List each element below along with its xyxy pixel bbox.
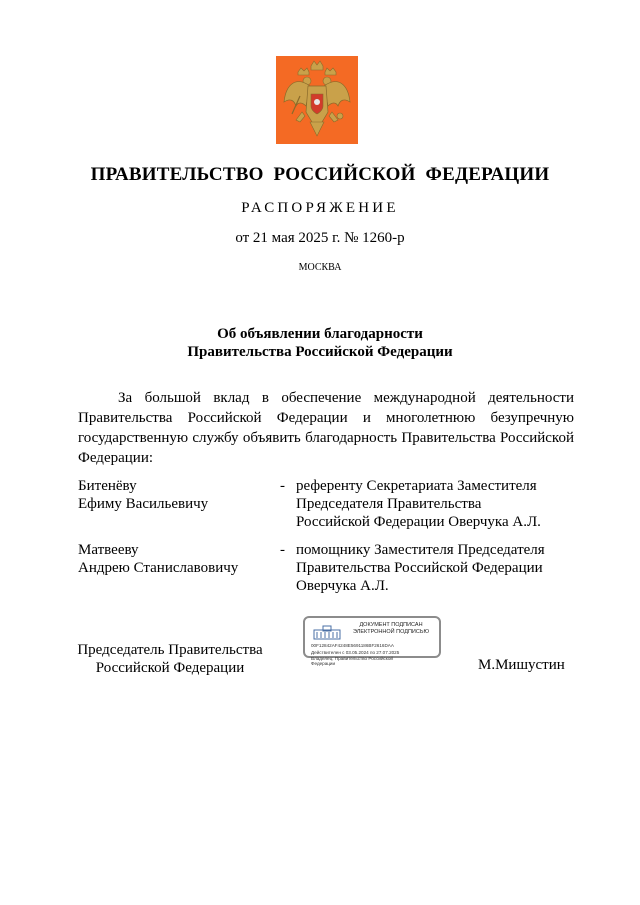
recipient-surname: Матвееву	[78, 542, 139, 558]
position-line: Оверчука А.Л.	[296, 578, 389, 594]
stamp-owner-line-2: Федерации	[311, 661, 336, 666]
document-city: МОСКВА	[298, 262, 342, 273]
digital-signature-stamp	[303, 616, 441, 666]
signer-title-line-2: Российской Федерации	[95, 660, 245, 676]
subject-line-1: Об объявлении благодарности	[217, 326, 423, 342]
recipient-name	[78, 477, 278, 513]
recipient-position	[296, 477, 586, 531]
government-title: ПРАВИТЕЛЬСТВО РОССИЙСКОЙ ФЕДЕРАЦИИ	[90, 164, 550, 185]
body-paragraph: За большой вклад в обеспечение международной деятельности Правительства Российской Федерации и многолетнюю безупречную государственную службу объявить благодарность Правительства Российской Федерации:	[78, 390, 574, 466]
position-line: референту Секретариата Заместителя	[296, 478, 537, 494]
coat-of-arms-drawing	[276, 56, 358, 144]
position-line: Российской Федерации Оверчука А.Л.	[296, 514, 541, 530]
document-type: РАСПОРЯЖЕНИЕ	[241, 200, 399, 216]
stamp-heading-line-1: ДОКУМЕНТ ПОДПИСАН	[359, 622, 423, 628]
recipient-surname: Битенёву	[78, 478, 137, 494]
recipient-dash: -	[280, 478, 285, 494]
recipient-name	[78, 541, 278, 577]
position-line: Председателя Правительства	[296, 496, 482, 512]
stamp-owner	[311, 656, 431, 666]
document-date-number: от 21 мая 2025 г. № 1260-р	[235, 230, 405, 246]
stamp-certificate: 00F12842AF4248E5691186BF2616DAA	[311, 643, 394, 648]
subject-line-2: Правительства Российской Федерации	[187, 344, 453, 360]
stamp-heading-line-2: ЭЛЕКТРОННОЙ ПОДПИСЬЮ	[352, 629, 430, 635]
position-line: Правительства Российской Федерации	[296, 560, 543, 576]
stamp-validity: Действителен с 03.05.2024 по 27.07.2025	[311, 650, 400, 655]
position-line: помощнику Заместителя Председателя	[296, 542, 545, 558]
signer-title-line-1: Председатель Правительства	[77, 642, 263, 658]
stamp-owner-line-1: Владелец: Правительство Российской	[311, 656, 393, 661]
recipient-given-name: Ефиму Васильевичу	[78, 496, 209, 512]
government-building-icon	[312, 624, 342, 640]
recipient-dash: -	[280, 542, 285, 558]
signer-name: М.Мишустин	[478, 657, 565, 673]
stamp-heading	[343, 622, 439, 636]
recipient-given-name: Андрею Станиславовичу	[78, 560, 239, 576]
russian-coat-of-arms-icon	[276, 56, 358, 144]
recipient-position	[296, 541, 586, 595]
document-subject	[0, 325, 640, 361]
signer-title	[72, 641, 268, 677]
